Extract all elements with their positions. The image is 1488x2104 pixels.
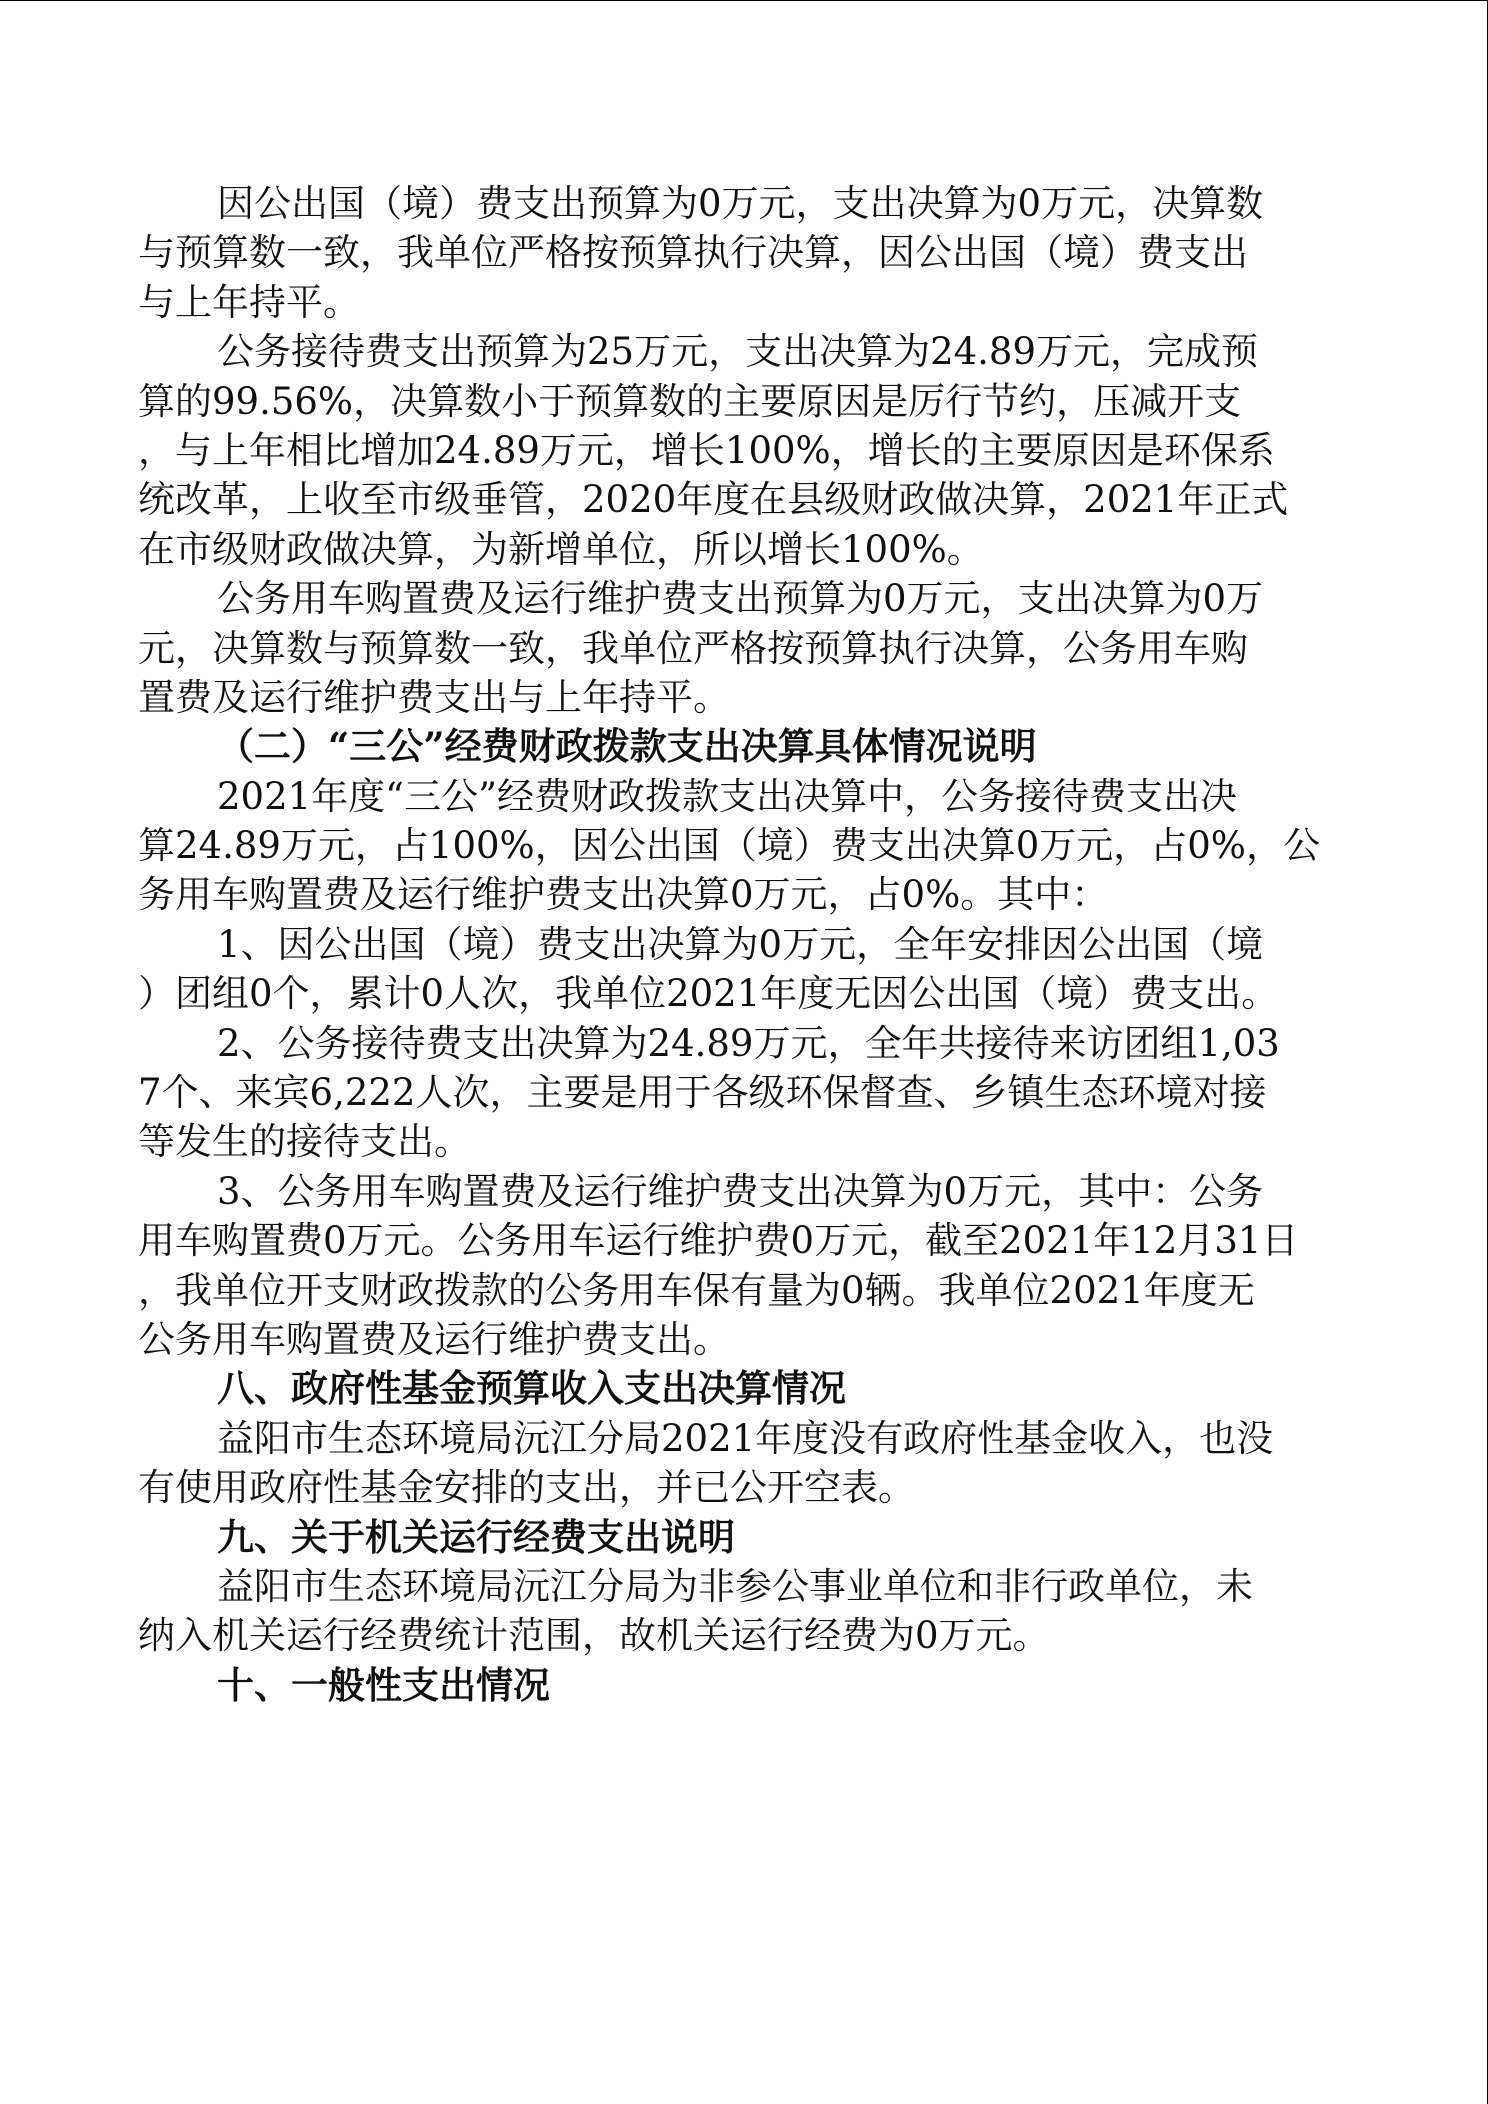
paragraph-line: 在市级财政做决算，为新增单位，所以增长100%。: [138, 527, 984, 571]
paragraph-line: 与预算数一致，我单位严格按预算执行决算，因公出国（境）费支出: [138, 231, 1248, 275]
paragraph-line: 统改革，上收至市级垂管，2020年度在县级财政做决算，2021年正式: [138, 478, 1289, 522]
paragraph-line: 公务用车购置费及运行维护费支出预算为0万元，支出决算为0万: [217, 577, 1264, 621]
paragraph-line: ，我单位开支财政拨款的公务用车保有量为0辆。我单位2021年度无: [138, 1268, 1255, 1312]
paragraph-line: 算24.89万元，占100%，因公出国（境）费支出决算0万元，占0%，公: [138, 824, 1320, 868]
section-heading: 九、关于机关运行经费支出说明: [217, 1514, 735, 1559]
paragraph-line: 1、因公出国（境）费支出决算为0万元，全年安排因公出国（境: [217, 922, 1264, 966]
section-heading: 十、一般性支出情况: [217, 1662, 550, 1707]
paragraph-line: 2021年度“三公”经费财政拨款支出决算中，公务接待费支出决: [217, 774, 1237, 818]
paragraph-line: 益阳市生态环境局沅江分局2021年度没有政府性基金收入，也没: [217, 1416, 1274, 1460]
paragraph-line: 2、公务接待费支出决算为24.89万元，全年共接待来访团组1,03: [217, 1021, 1280, 1065]
paragraph-line: 元，决算数与预算数一致，我单位严格按预算执行决算，公务用车购: [138, 626, 1248, 670]
paragraph-line: 与上年持平。: [138, 280, 360, 324]
paragraph-line: 益阳市生态环境局沅江分局为非参公事业单位和非行政单位，未: [217, 1564, 1253, 1608]
section-heading: （二）“三公”经费财政拨款支出决算具体情况说明: [217, 724, 1037, 769]
paragraph-line: 用车购置费0万元。公务用车运行维护费0万元，截至2021年12月31日: [138, 1219, 1299, 1263]
section-heading: 八、政府性基金预算收入支出决算情况: [217, 1366, 846, 1411]
paragraph-line: 公务用车购置费及运行维护费支出。: [138, 1317, 730, 1361]
paragraph-line: ）团组0个，累计0人次，我单位2021年度无因公出国（境）费支出。: [138, 972, 1279, 1016]
paragraph-line: 置费及运行维护费支出与上年持平。: [138, 675, 730, 719]
paragraph-line: 等发生的接待支出。: [138, 1120, 471, 1164]
paragraph-line: ，与上年相比增加24.89万元，增长100%，增长的主要原因是环保系: [138, 428, 1275, 472]
document-body: [138, 179, 1338, 1710]
paragraph-line: 3、公务用车购置费及运行维护费支出决算为0万元，其中：公务: [217, 1169, 1264, 1213]
paragraph-line: 务用车购置费及运行维护费支出决算0万元，占0%。其中：: [138, 873, 1109, 917]
paragraph-line: 公务接待费支出预算为25万元，支出决算为24.89万元，完成预: [217, 330, 1259, 374]
paragraph-line: 7个、来宾6,222人次，主要是用于各级环保督查、乡镇生态环境对接: [138, 1071, 1267, 1115]
paragraph-line: 因公出国（境）费支出预算为0万元，支出决算为0万元，决算数: [217, 182, 1264, 225]
paragraph-line: 算的99.56%，决算数小于预算数的主要原因是厉行节约，压减开支: [138, 379, 1242, 423]
paragraph-line: 有使用政府性基金安排的支出，并已公开空表。: [138, 1466, 915, 1510]
paragraph-line: 纳入机关运行经费统计范围，故机关运行经费为0万元。: [138, 1614, 1050, 1658]
